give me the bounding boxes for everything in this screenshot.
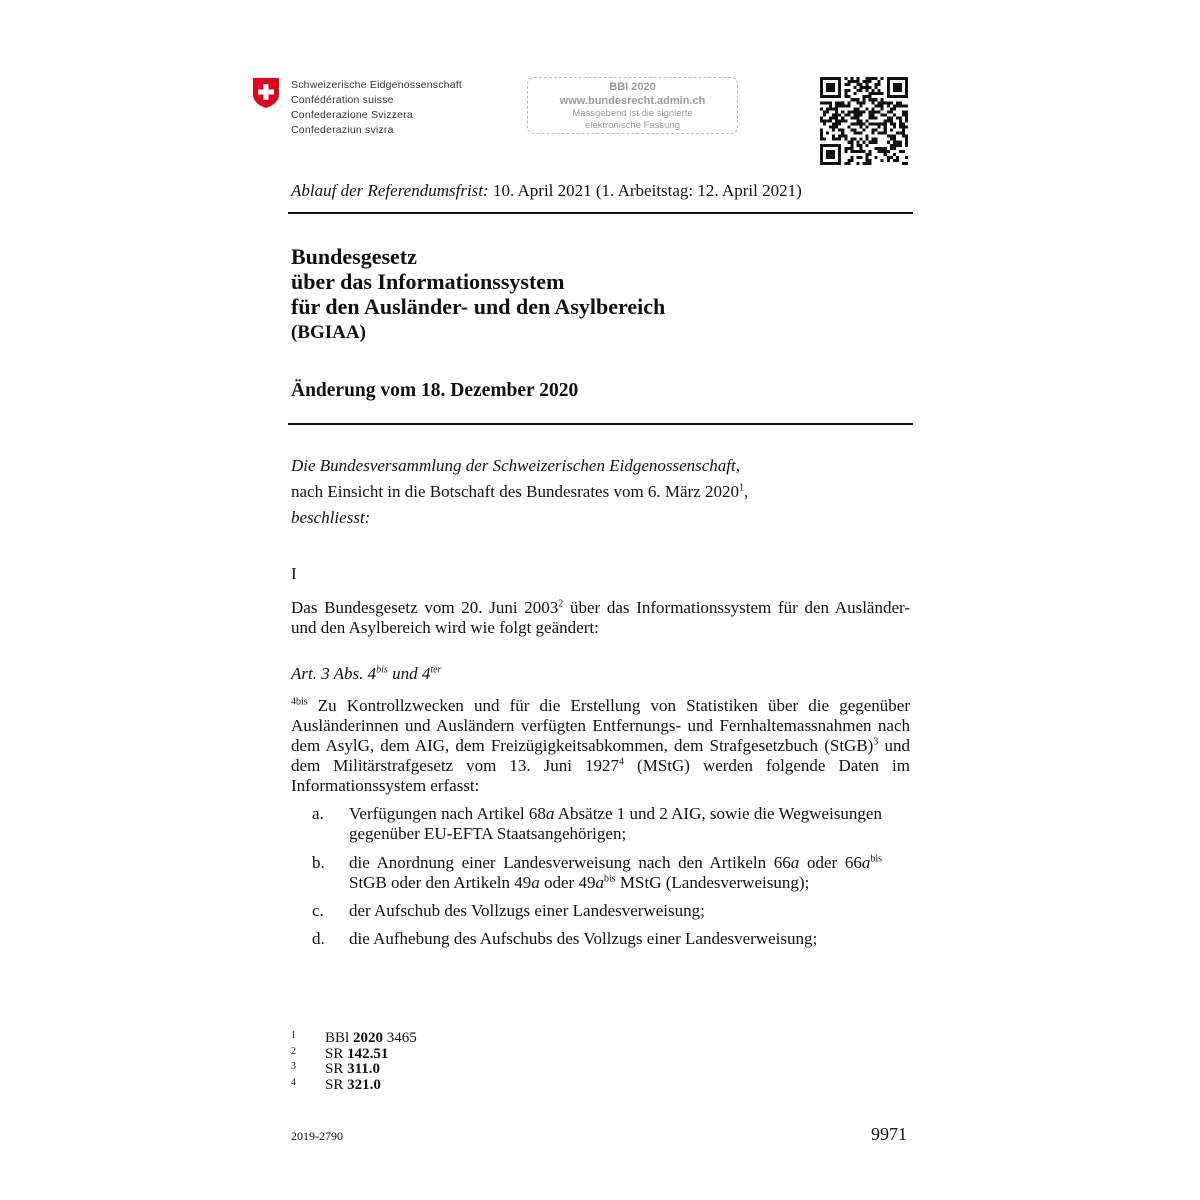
list-item-letter: b.	[312, 853, 325, 872]
confederation-names	[291, 78, 462, 138]
law-abbreviation: (BGIAA)	[291, 322, 366, 343]
official-version-stamp	[527, 77, 738, 134]
amendment-date: Änderung vom 18. Dezember 2020	[291, 380, 579, 401]
preamble-assembly: Die Bundesversammlung der Schweizerischen Eidgenossenschaft,	[291, 456, 740, 475]
confederation-name-it: Confederazione Svizzera	[291, 109, 413, 121]
article-heading-sup-bis: bis	[376, 664, 388, 676]
footnote-ref-3[interactable]: 3	[873, 736, 879, 748]
article-heading-mid: und 4	[387, 664, 431, 683]
list-item-letter: c.	[312, 901, 324, 920]
list-item-letter: d.	[312, 929, 325, 948]
confederation-name-rm: Confederaziun svizra	[291, 124, 394, 136]
divider-top	[288, 212, 913, 214]
document-number: 2019-2790	[291, 1129, 343, 1143]
title-line-2: über das Informationssystem	[291, 269, 565, 294]
article-paragraph	[291, 696, 910, 796]
stamp-url: www.bundesrecht.admin.ch	[559, 95, 706, 107]
preamble-comma: ,	[744, 482, 749, 501]
stamp-bbl: BBl 2020	[609, 81, 656, 93]
footnote-ref-4[interactable]: 4	[619, 756, 625, 768]
stamp-note-2: elektronische Fassung	[584, 120, 681, 131]
preamble	[291, 453, 748, 531]
section-numeral: I	[291, 564, 297, 583]
article-text-3: (MStG) werden folgende Daten im Informationssystem erfasst:	[291, 756, 911, 795]
article-text-2: und dem Militärstrafgesetz vom 13. Juni 1927	[291, 736, 910, 775]
list-item-text: die Aufhebung des Aufschubs des Vollzugs einer Landesverweisung;	[349, 929, 818, 948]
confederation-name-fr: Confédération suisse	[291, 94, 394, 106]
page-number: 9971	[871, 1124, 907, 1144]
list-item-text: Verfügungen nach Artikel 68a Absätze 1 und 2 AIG, sowie die Wegweisungen gegenüber EU-EFTA Staatsangehörigen;	[349, 804, 882, 843]
deadline-value: 10. April 2021 (1. Arbeitstag: 12. April 2021)	[492, 181, 802, 200]
paragraph-number: 4bis	[291, 696, 308, 708]
footnote-ref-1[interactable]: 1	[739, 482, 745, 494]
article-heading-text: Art. 3 Abs. 4	[291, 664, 377, 683]
swiss-cross-icon	[252, 77, 280, 109]
confederation-name-de: Schweizerische Eidgenossenschaft	[291, 79, 462, 91]
qr-code-icon[interactable]	[820, 77, 908, 165]
intro-text-2: über das Informationssystem für den Ausländer- und den Asylbereich wird wie folgt geändert:	[291, 598, 910, 637]
referendum-deadline	[291, 181, 802, 201]
intro-text-1: Das Bundesgesetz vom 20. Juni 2003	[291, 598, 559, 617]
divider-bottom	[288, 423, 913, 425]
footnote-ref-2[interactable]: 2	[558, 598, 564, 610]
deadline-label: Ablauf der Referendumsfrist:	[291, 181, 493, 200]
preamble-message-text: nach Einsicht in die Botschaft des Bundesrates vom 6. März 2020	[291, 482, 740, 501]
preamble-resolves: beschliesst:	[291, 508, 371, 527]
article-heading	[291, 664, 441, 684]
article-text-1: Zu Kontrollzwecken und für die Erstellung von Statistiken über die gegenüber Ausländerinnen und Ausländern verfügten Entfernungs- und Fernhaltemassnahmen nach dem AsylG, dem AIG, dem Freizügigkeitsabkommen, dem Strafgesetzbuch (StGB)	[291, 696, 910, 755]
preamble-message	[291, 479, 748, 505]
article-heading-sup-ter: ter	[430, 664, 442, 676]
stamp-note-1: Massgebend ist die signierte	[572, 108, 693, 119]
list-item-text: die Anordnung einer Landesverweisung nach den Artikeln 66a oder $66a^{bis}$ StGB oder den Artikeln 49a oder $49a^{bis}$ MStG (Landesverweisung);	[349, 853, 882, 892]
list-item-text: der Aufschub des Vollzugs einer Landesverweisung;	[349, 901, 705, 920]
title-line-3: für den Ausländer- und den Asylbereich	[291, 294, 666, 319]
intro-paragraph	[291, 598, 910, 638]
list-item-letter: a.	[312, 804, 324, 823]
title-line-1: Bundesgesetz	[291, 244, 417, 269]
law-title	[291, 244, 665, 319]
